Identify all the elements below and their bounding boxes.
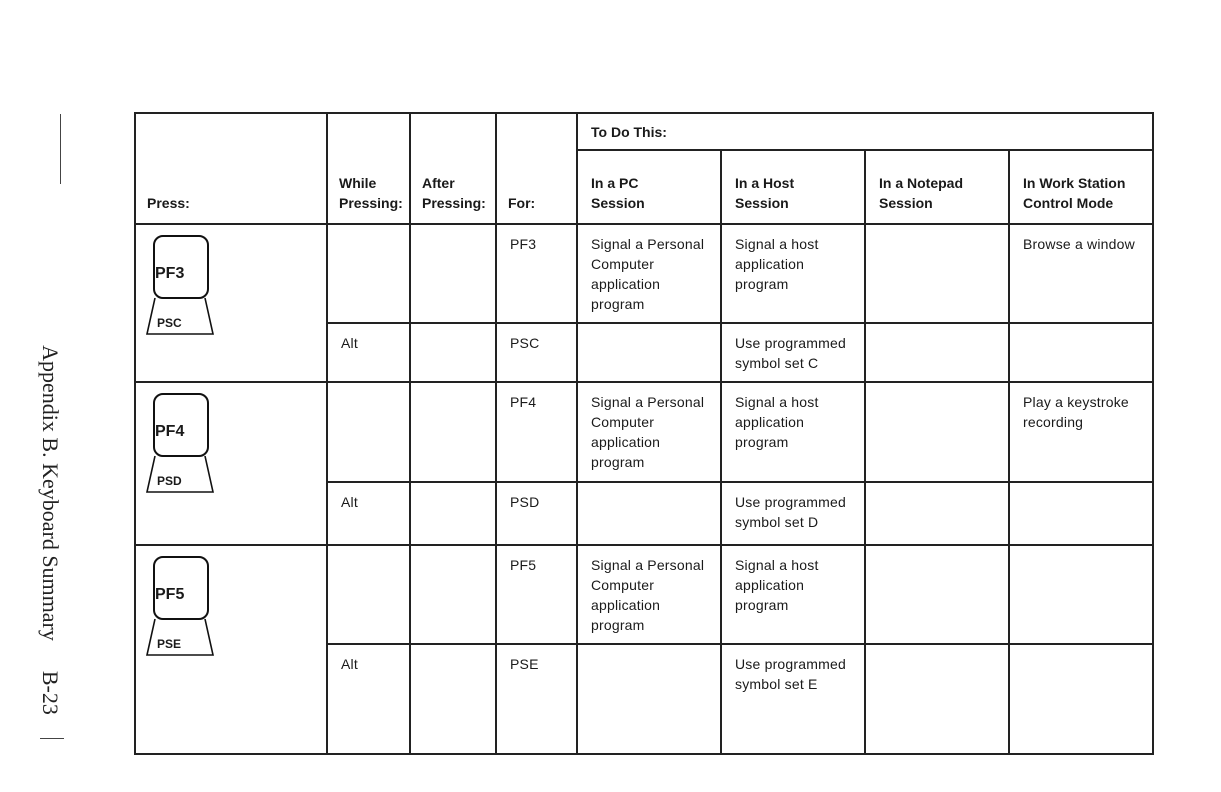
cell-text-line: application [591,434,661,450]
cell-notepad [865,482,1009,545]
key-cell [135,382,327,545]
margin-rule-top [60,114,61,184]
cell-host [721,382,865,482]
table-row [135,224,1153,323]
appendix-title: Appendix B. Keyboard Summary [38,345,63,641]
cell-text-line: Signal a host [735,394,819,410]
cell-pc [577,382,721,482]
cell-for [496,545,577,644]
cell-notepad [865,545,1009,644]
cell-text-line: symbol set D [735,514,819,530]
cell-text-line: Signal a Personal [591,557,705,573]
cell-text: PF5 [510,557,537,573]
key-label-bottom: PSD [157,474,182,488]
cell-host [721,644,865,754]
keycap-icon [145,555,217,659]
cell-text-line: Computer [591,256,655,272]
cell-text-line: application [591,276,661,292]
cell-text-line: Signal a host [735,557,819,573]
cell-after [410,482,496,545]
cell-text-line: Computer [591,577,655,593]
cell-text-line: Computer [591,414,655,430]
cell-ws [1009,545,1153,644]
cell-text: Alt [341,494,358,510]
cell-for [496,482,577,545]
cell-text-line: application [735,256,805,272]
cell-text: Alt [341,656,358,672]
cell-notepad [865,644,1009,754]
table-row [135,382,1153,482]
cell-text-line: Signal a Personal [591,236,705,252]
cell-pc [577,644,721,754]
cell-pc [577,224,721,323]
cell-text-line: program [591,617,645,633]
page-number: B-23 [38,670,63,715]
cell-text-line: Use programmed [735,494,846,510]
header-while-pressing: While Pressing: [327,113,410,224]
margin-rule-bottom [40,738,64,739]
key-cell [135,545,327,754]
cell-text: PF4 [510,394,537,410]
cell-host [721,545,865,644]
cell-text-line: symbol set E [735,676,818,692]
cell-text-line: recording [1023,414,1084,430]
cell-text: PSC [510,335,540,351]
cell-for [496,323,577,382]
header-press: Press: [135,113,327,224]
cell-host [721,224,865,323]
cell-notepad [865,382,1009,482]
cell-text-line: Use programmed [735,335,846,351]
cell-pc [577,482,721,545]
cell-text-line: program [735,597,789,613]
cell-ws [1009,224,1153,323]
table-row [135,545,1153,644]
header-pc-session: In a PC Session [577,150,721,224]
cell-host [721,482,865,545]
key-label-top: PF5 [155,586,185,603]
cell-text-line: Signal a host [735,236,819,252]
cell-while [327,323,410,382]
cell-after [410,644,496,754]
header-to-do-this: To Do This: [577,113,1153,150]
cell-ws [1009,382,1153,482]
cell-text-line: Signal a Personal [591,394,705,410]
key-cell [135,224,327,382]
cell-text-line: Browse a window [1023,236,1135,252]
key-label-bottom: PSE [157,637,182,651]
cell-while [327,382,410,482]
side-caption [37,345,63,715]
header-for: For: [496,113,577,224]
cell-text-line: application [591,597,661,613]
cell-ws [1009,482,1153,545]
header-notepad-session: In a Notepad Session [865,150,1009,224]
cell-while [327,644,410,754]
key-label-top: PF4 [155,423,185,440]
cell-host [721,323,865,382]
cell-notepad [865,224,1009,323]
cell-text-line: program [735,434,789,450]
header-work-station-mode: In Work Station Control Mode [1009,150,1153,224]
cell-notepad [865,323,1009,382]
keycap-icon [145,234,217,338]
cell-after [410,382,496,482]
cell-after [410,224,496,323]
header-host-session: In a Host Session [721,150,865,224]
cell-text-line: program [591,454,645,470]
cell-ws [1009,644,1153,754]
cell-text: Alt [341,335,358,351]
cell-text: PSD [510,494,540,510]
cell-while [327,545,410,644]
cell-for [496,644,577,754]
header-after-pressing: After Pressing: [410,113,496,224]
keycap-icon [145,392,217,496]
cell-while [327,482,410,545]
cell-ws [1009,323,1153,382]
cell-for [496,382,577,482]
cell-for [496,224,577,323]
cell-pc [577,545,721,644]
cell-text-line: program [591,296,645,312]
cell-while [327,224,410,323]
keyboard-summary-table [134,112,1154,755]
cell-text-line: program [735,276,789,292]
cell-text-line: Use programmed [735,656,846,672]
key-label-top: PF3 [155,265,185,282]
cell-text: PF3 [510,236,537,252]
cell-text-line: symbol set C [735,355,819,371]
cell-text: PSE [510,656,539,672]
cell-after [410,323,496,382]
cell-text-line: application [735,577,805,593]
cell-after [410,545,496,644]
header-row-top [135,113,1153,150]
cell-text-line: application [735,414,805,430]
cell-text-line: Play a keystroke [1023,394,1129,410]
cell-pc [577,323,721,382]
key-label-bottom: PSC [157,316,182,330]
